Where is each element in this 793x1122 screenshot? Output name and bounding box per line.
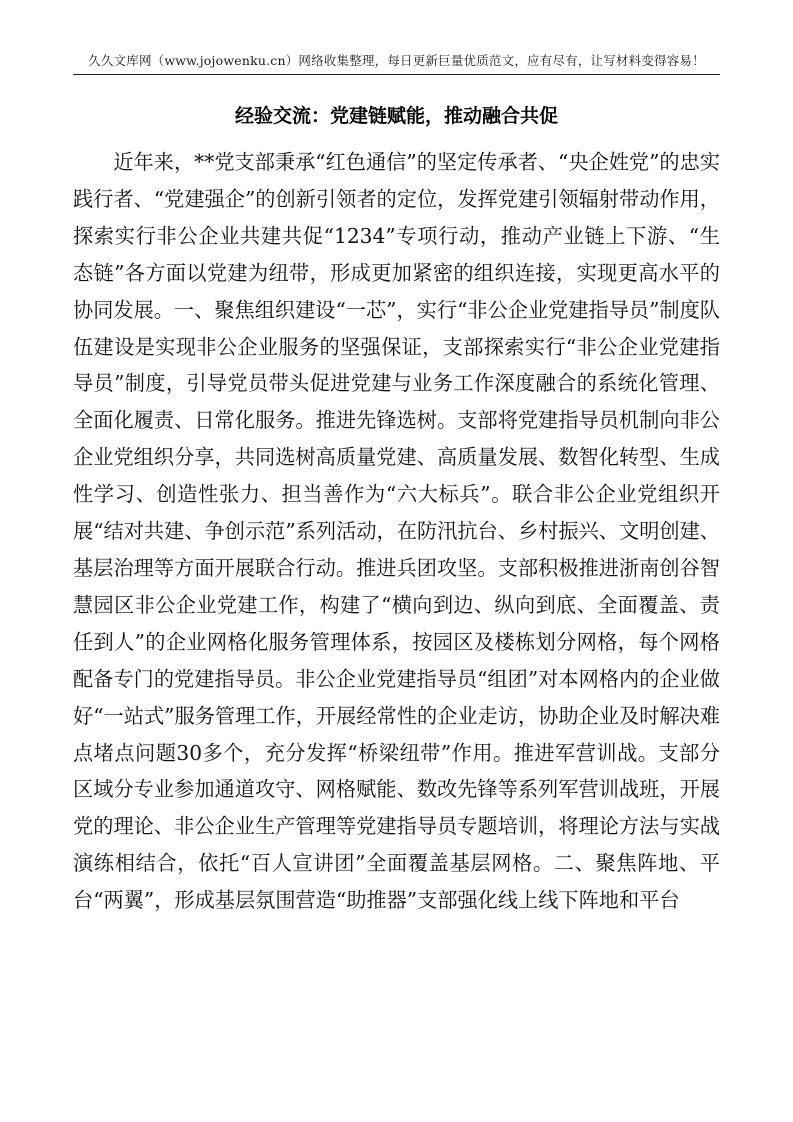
header-divider — [73, 74, 720, 75]
page-header: 久久文库网（www.jojowenku.cn）网络收集整理，每日更新巨量优质范文，应有尽有，让写材料变得容易！ — [88, 53, 705, 68]
document-title: 经验交流：党建链赋能，推动融合共促 — [234, 105, 558, 127]
body-paragraph: 近年来，**党支部秉承“红色通信”的坚定传承者、“央企姓党”的忠实践行者、“党建强企”的创新引领者的定位，发挥党建引领辐射带动作用，探索实行非公企业共建共促“1234”专项行动，推动产业链上下游、“生态链”各方面以党建为纽带，形成更加紧密的组织连接，实现更高水平的协同发展。一、聚焦组织建设“一芯”，实行“非公企业党建指导员”制度队伍建设是实现非公企业服务的坚强保证，支部探索实行“非公企业党建指导员”制度，引导党员带头促进党建与业务工作深度融合的系统化管理、全面化履责、日常化服务。推进先锋选树。支部将党建指导员机制向非公企业党组织分享，共同选树高质量党建、高质量发展、数智化转型、生成性学习、创造性张力、担当善作为“六大标兵”。联合非公企业党组织开展“结对共建、争创示范”系列活动，在防汛抗台、乡村振兴、文明创建、基层治理等方面开展联合行动。推进兵团攻坚。支部积极推进浙南创谷智慧园区非公企业党建工作，构建了“横向到边、纵向到底、全面覆盖、责任到人”的企业网格化服务管理体系，按园区及楼栋划分网格，每个网格配备专门的党建指导员。非公企业党建指导员“组团”对本网格内的企业做好“一站式”服务管理工作，开展经常性的企业走访，协助企业及时解决难点堵点问题30多个，充分发挥“桥梁纽带”作用。推进军营训战。支部分区域分专业参加通道攻守、网格赋能、数改先锋等系列军营训战班，开展党的理论、非公企业生产管理等党建指导员专题培训，将理论方法与实战演练相结合，依托“百人宣讲团”全面覆盖基层网格。二、聚焦阵地、平台“两翼”，形成基层氛围营造“助推器”支部强化线上线下阵地和平台 — [73, 150, 720, 913]
